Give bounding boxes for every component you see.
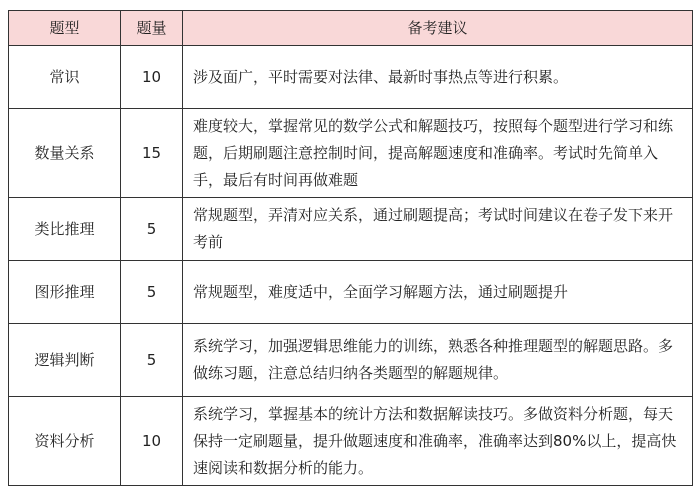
exam-prep-table-wrapper xyxy=(8,10,692,486)
header-prep-advice: 备考建议 xyxy=(183,11,693,46)
cell-question-count: 10 xyxy=(121,46,183,109)
header-question-type: 题型 xyxy=(9,11,121,46)
table-body xyxy=(9,46,693,486)
cell-prep-advice: 常规题型，弄清对应关系，通过刷题提高；考试时间建议在卷子发下来开考前 xyxy=(183,198,693,261)
header-row xyxy=(9,11,693,46)
cell-question-type: 逻辑判断 xyxy=(9,324,121,397)
cell-prep-advice: 涉及面广，平时需要对法律、最新时事热点等进行积累。 xyxy=(183,46,693,109)
cell-question-type: 资料分析 xyxy=(9,397,121,486)
cell-question-count: 15 xyxy=(121,109,183,198)
header-question-count: 题量 xyxy=(121,11,183,46)
cell-prep-advice: 难度较大，掌握常见的数学公式和解题技巧，按照每个题型进行学习和练题，后期刷题注意控制时间，提高解题速度和准确率。考试时先简单入手，最后有时间再做难题 xyxy=(183,109,693,198)
table-row xyxy=(9,397,693,486)
cell-question-type: 图形推理 xyxy=(9,261,121,324)
cell-prep-advice: 常规题型，难度适中，全面学习解题方法，通过刷题提升 xyxy=(183,261,693,324)
table-row xyxy=(9,261,693,324)
cell-question-count: 5 xyxy=(121,261,183,324)
cell-prep-advice: 系统学习，掌握基本的统计方法和数据解读技巧。多做资料分析题，每天保持一定刷题量，提升做题速度和准确率，准确率达到80%以上，提高快速阅读和数据分析的能力。 xyxy=(183,397,693,486)
table-header xyxy=(9,11,693,46)
cell-question-count: 10 xyxy=(121,397,183,486)
table-row xyxy=(9,46,693,109)
cell-prep-advice: 系统学习，加强逻辑思维能力的训练，熟悉各种推理题型的解题思路。多做练习题，注意总结归纳各类题型的解题规律。 xyxy=(183,324,693,397)
cell-question-count: 5 xyxy=(121,324,183,397)
cell-question-count: 5 xyxy=(121,198,183,261)
table-row xyxy=(9,109,693,198)
cell-question-type: 常识 xyxy=(9,46,121,109)
cell-question-type: 数量关系 xyxy=(9,109,121,198)
table-row xyxy=(9,324,693,397)
table-row xyxy=(9,198,693,261)
cell-question-type: 类比推理 xyxy=(9,198,121,261)
exam-prep-table xyxy=(8,10,693,486)
